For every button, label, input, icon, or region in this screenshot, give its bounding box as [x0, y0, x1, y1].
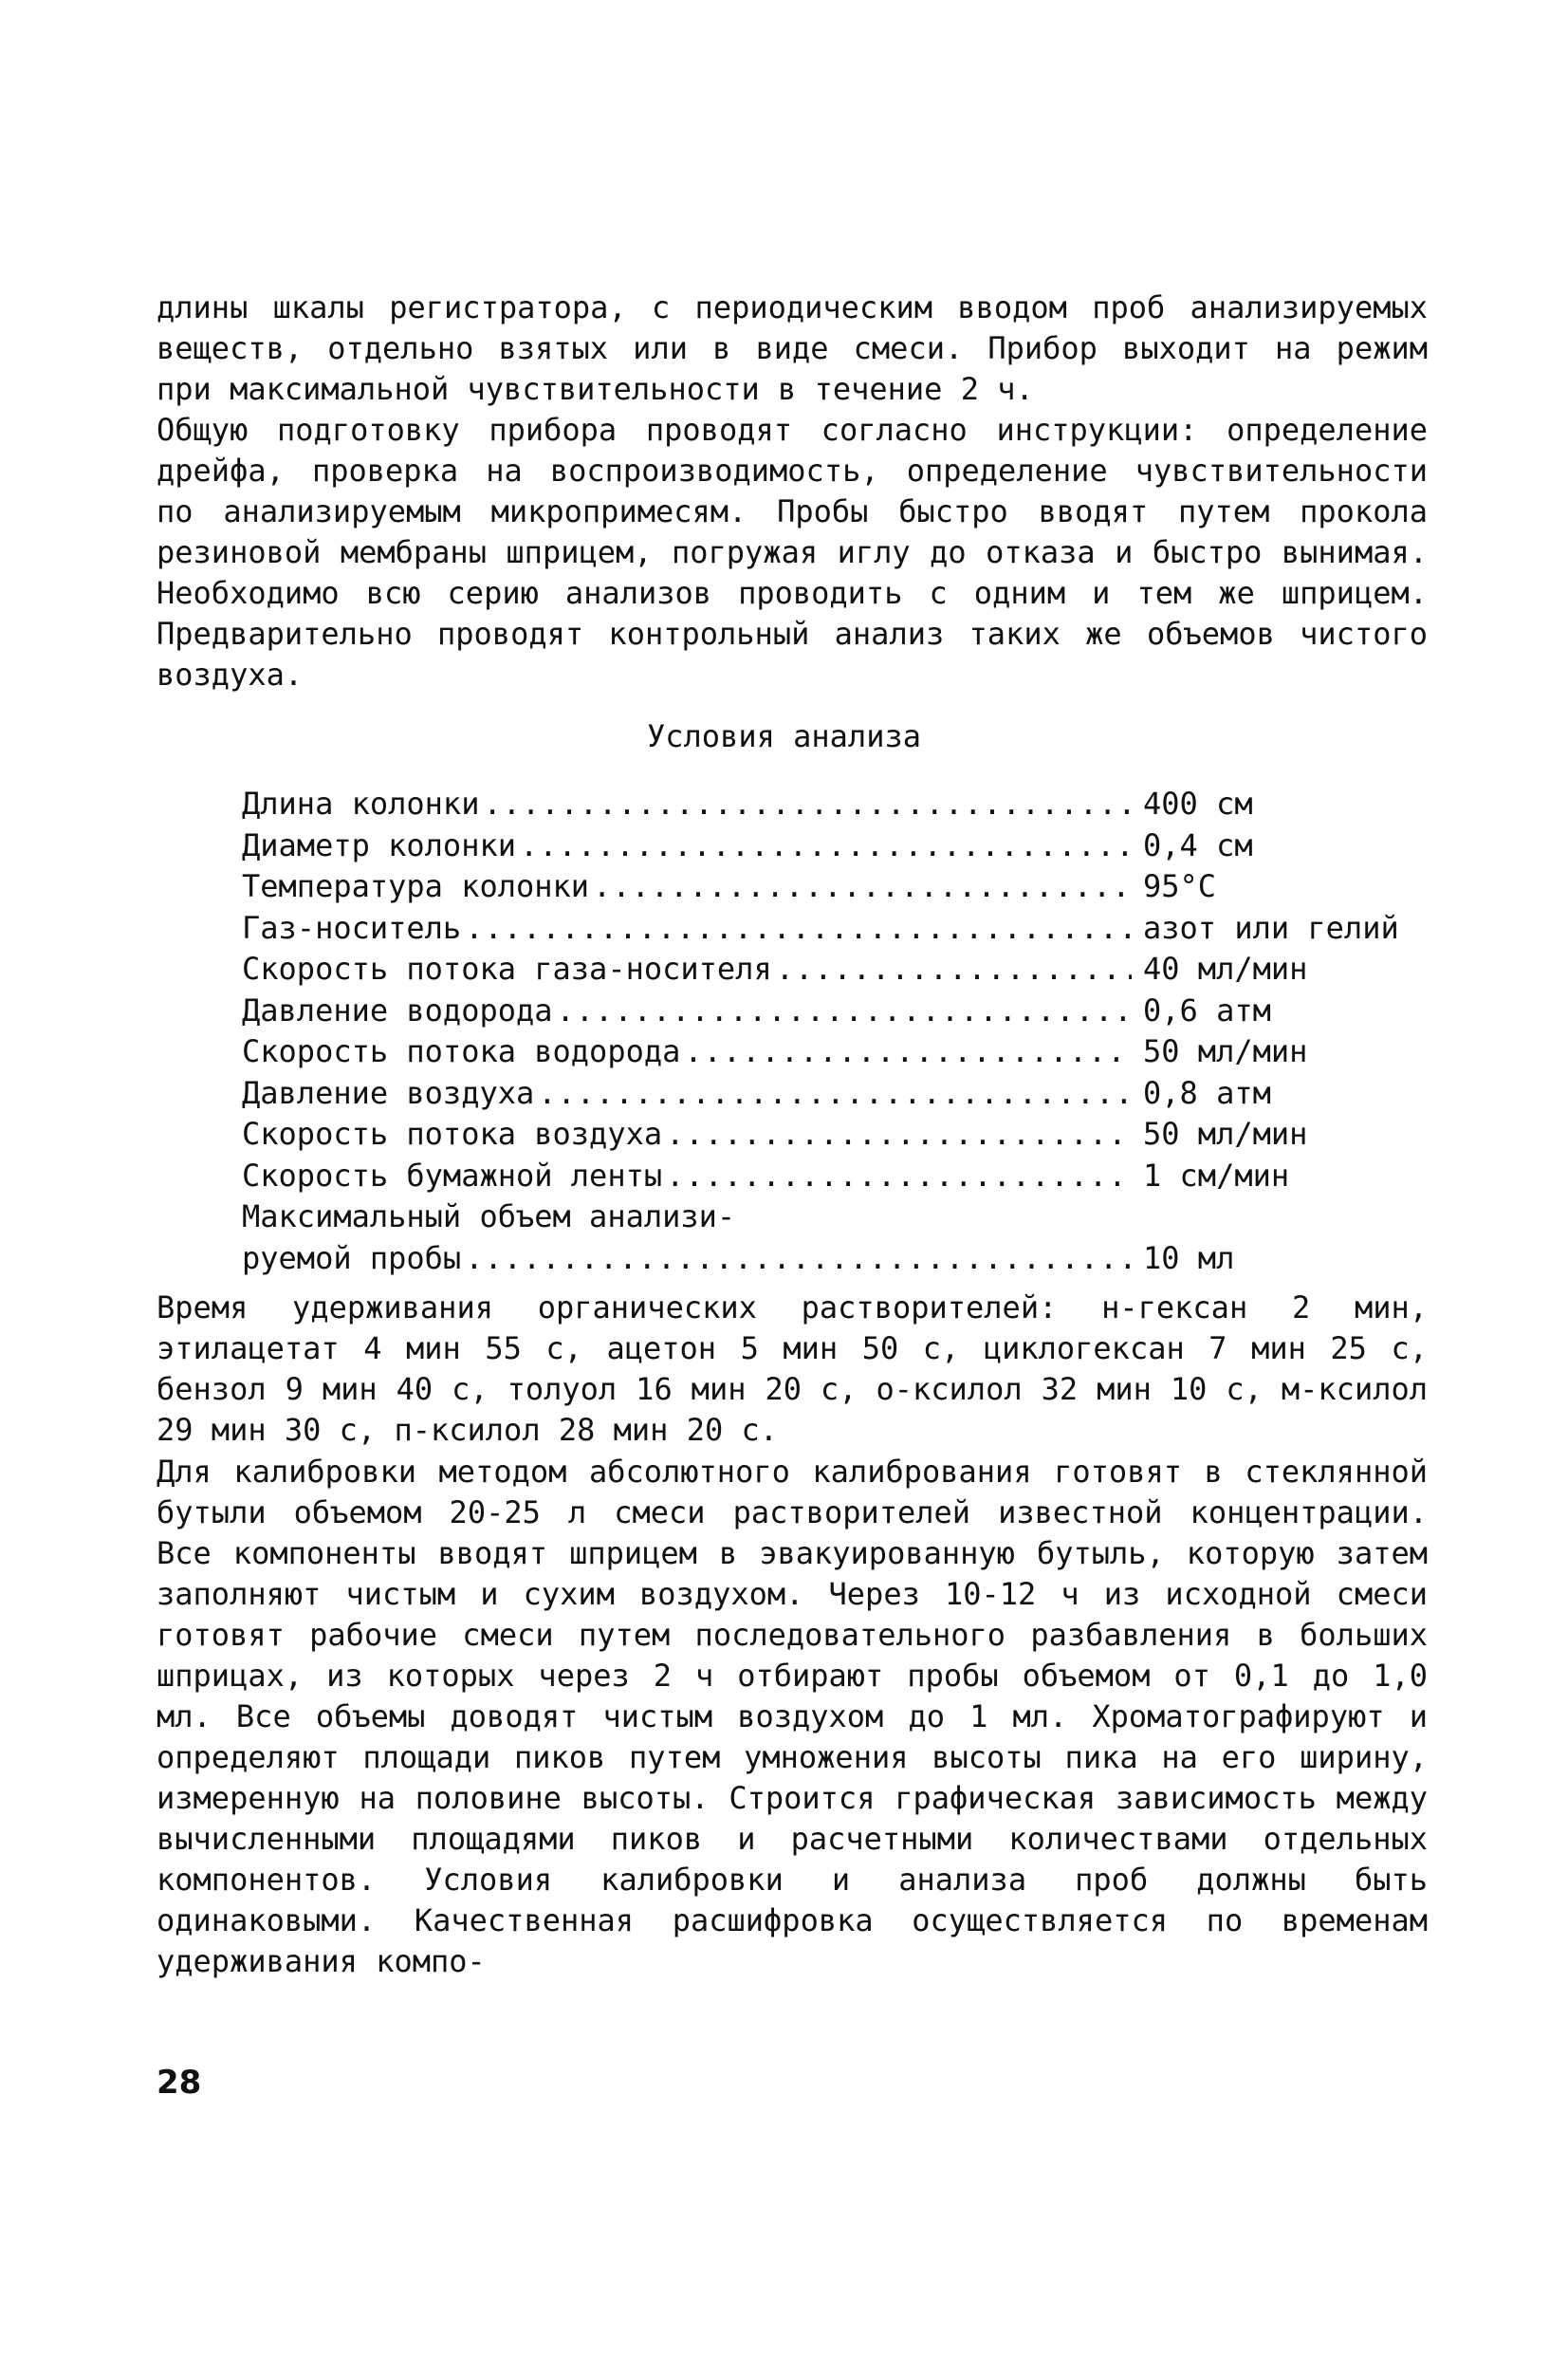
paragraph-calibration: Для калибровки методом абсолютного калибрования готовят в стеклянной бутыли объемом 20-25 л смеси растворителей известной концентрации. Все компоненты вводят шприцем в эвакуированную бутыль, которую затем заполняют чистым и сухим воздухом. Через 10-12 ч из исходной смеси готовят рабочие смеси путем последовательного разбавления в больших шприцах, из которых через 2 ч отбирают пробы объемом от 0,1 до 1,0 мл. Все объемы доводят чистым воздухом до 1 мл. Хроматографируют и определяют площади пиков путем умножения высоты пика на его ширину, измеренную на половине высоты. Строится графическая зависимость между вычисленными площадями пиков и расчетными количествами отдельных компонентов. Условия калибровки и анализа проб должны быть одинаковыми. Качественная расшифровка осуществляется по временам удерживания компо- — [157, 1454, 1428, 1979]
condition-value: 0,6 атм — [1143, 992, 1271, 1029]
dot-leader — [461, 1238, 1132, 1280]
condition-row-column-diameter — [242, 825, 1418, 867]
condition-value: 0,8 атм — [1143, 1074, 1271, 1111]
condition-label: Длина колонки — [242, 786, 480, 822]
condition-row-max-sample-volume — [242, 1238, 1418, 1280]
condition-value: 40 мл/мин — [1143, 951, 1308, 987]
paragraph-preparation: Общую подготовку прибора проводят согласно инструкции: определение дрейфа, проверка на воспроизводимость, определение чувствительности по анализируемым микропримесям. Пробы быстро вводят путем прокола резиновой мембраны шприцем, погружая иглу до отказа и быстро вынимая. Необходимо всю серию анализов проводить с одним и тем же шприцем. Предварительно проводят контрольный анализ таких же объемов чистого воздуха. — [157, 412, 1428, 693]
condition-value: 50 мл/мин — [1143, 1033, 1308, 1069]
dot-leader — [461, 908, 1132, 950]
condition-value: азот или гелий — [1143, 909, 1399, 946]
dot-leader — [772, 949, 1132, 991]
condition-label: Скорость бумажной ленты — [242, 1157, 663, 1194]
condition-value: 10 мл — [1143, 1239, 1235, 1276]
condition-value: 1 см/мин — [1143, 1157, 1290, 1194]
condition-row-hydrogen-pressure — [242, 991, 1418, 1032]
paragraph-intro: длины шкалы регистратора, с периодическим вводом проб анализируемых веществ, отдельно взятых или в виде смеси. Прибор выходит на режим при максимальной чувствительности в течение 2 ч. — [157, 289, 1428, 407]
dot-leader — [589, 866, 1132, 908]
condition-label: Температура колонки — [242, 868, 590, 904]
condition-label: Скорость потока водорода — [242, 1033, 681, 1069]
dot-leader — [662, 1156, 1132, 1197]
condition-label: Давление водорода — [242, 992, 553, 1029]
paragraph-retention-times: Время удерживания органических растворителей: н-гексан 2 мин, этилацетат 4 мин 55 с, ацетон 5 мин 50 с, циклогексан 7 мин 25 с, бензол 9 мин 40 с, толуол 16 мин 20 с, о-ксилол 32 мин 10 с, м-ксилол 29 мин 30 с, п-ксилол 28 мин 20 с. — [157, 1289, 1428, 1448]
condition-row-carrier-gas — [242, 908, 1418, 950]
condition-row-air-flow — [242, 1114, 1418, 1156]
conditions-heading: Условия анализа — [647, 718, 921, 754]
conditions-list — [242, 784, 1418, 1279]
dot-leader — [662, 1114, 1132, 1156]
condition-value: 50 мл/мин — [1143, 1116, 1308, 1152]
dot-leader — [553, 991, 1132, 1032]
condition-row-column-length — [242, 784, 1418, 825]
dot-leader — [680, 1031, 1132, 1073]
condition-row-carrier-gas-flow — [242, 949, 1418, 991]
condition-row-hydrogen-flow — [242, 1031, 1418, 1073]
condition-row-air-pressure — [242, 1073, 1418, 1115]
condition-label: Максимальный объем анализи- — [242, 1198, 736, 1234]
dot-leader — [516, 825, 1132, 867]
dot-leader — [534, 1073, 1132, 1115]
condition-label: Диаметр колонки — [242, 826, 516, 863]
condition-row-column-temperature — [242, 866, 1418, 908]
condition-row-paper-tape-speed — [242, 1156, 1418, 1197]
condition-row-max-sample-volume-line1 — [242, 1196, 1418, 1238]
condition-label: Давление воздуха — [242, 1074, 535, 1111]
condition-label: Скорость потока воздуха — [242, 1116, 663, 1152]
condition-value: 0,4 см — [1143, 826, 1253, 863]
condition-value: 400 см — [1143, 786, 1253, 822]
dot-leader — [479, 784, 1132, 825]
page-number: 28 — [157, 2064, 202, 2102]
condition-label: Газ-носитель — [242, 909, 462, 946]
condition-label: руемой пробы — [242, 1239, 462, 1276]
condition-value: 95°С — [1143, 868, 1217, 904]
condition-label: Скорость потока газа-носителя — [242, 951, 772, 987]
